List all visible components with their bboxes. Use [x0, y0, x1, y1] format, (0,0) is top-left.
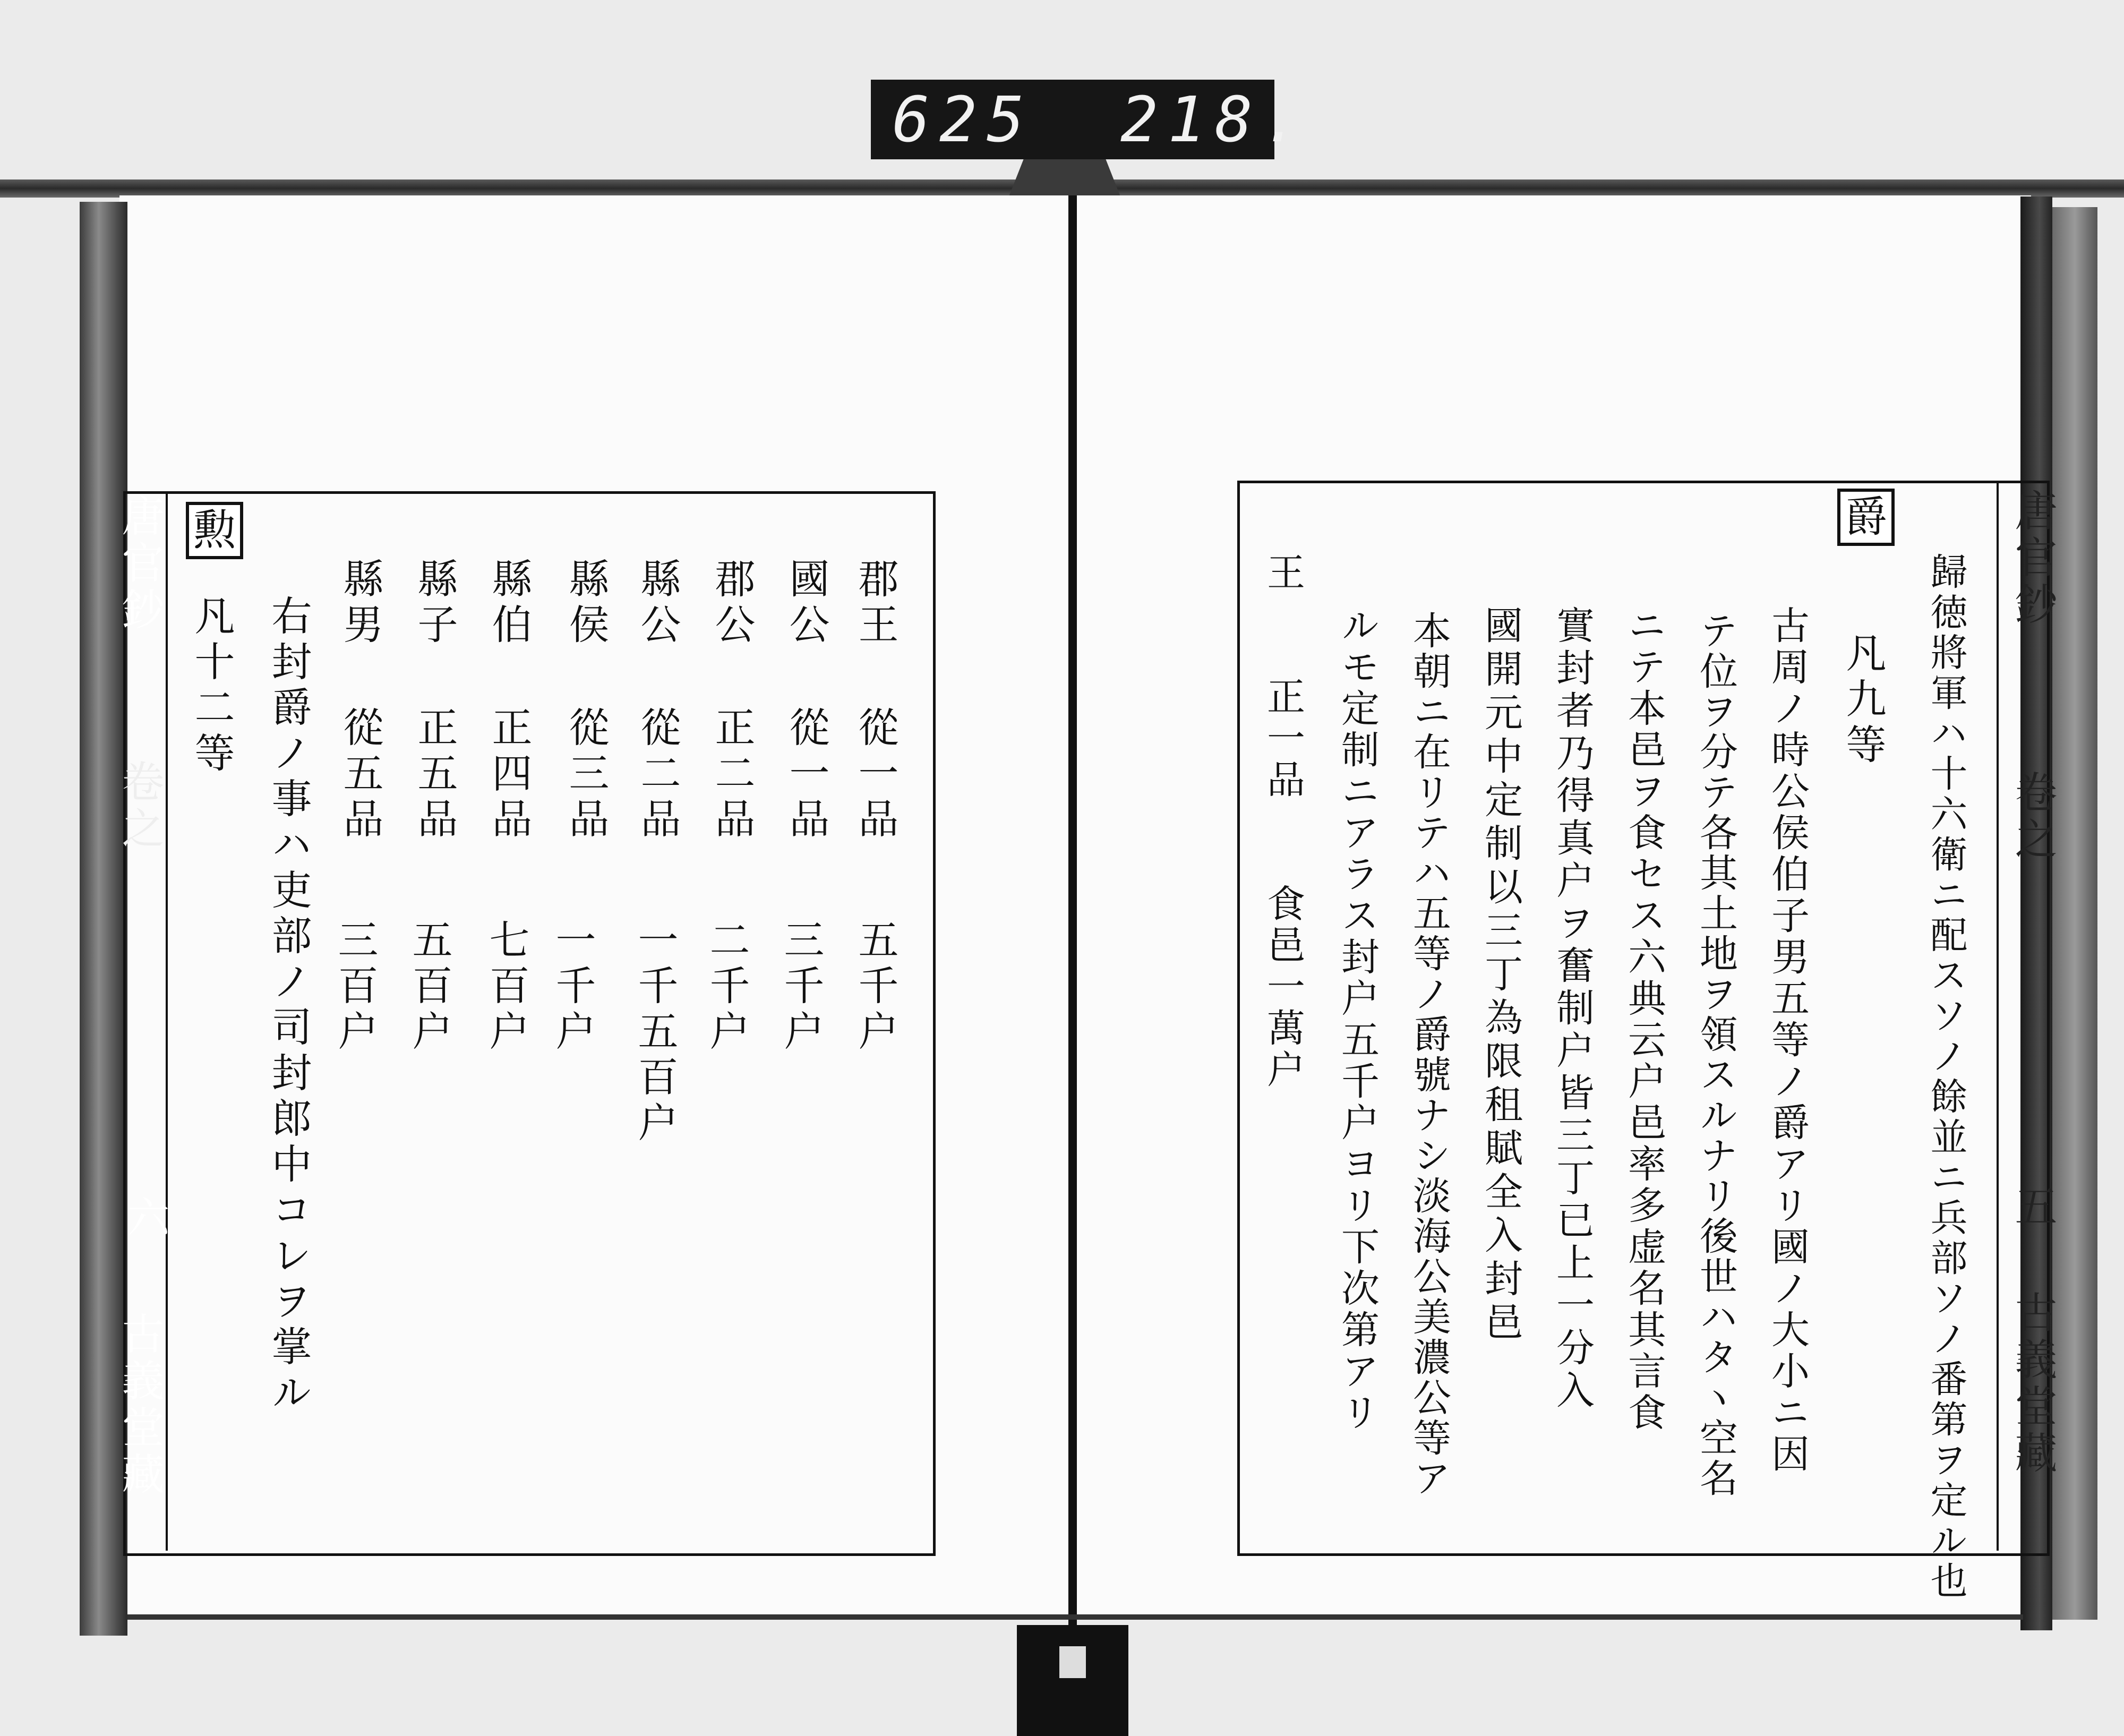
center-gutter — [1068, 195, 1077, 1629]
left-row-7-title: 縣子 — [411, 558, 458, 649]
right-margin-rule — [1997, 481, 1999, 1551]
left-margin-leaf: 六 — [120, 1195, 169, 1242]
right-line-6: 實封者乃得真户ヲ奮制户皆三丁已上一分入 — [1550, 605, 1595, 1413]
left-row-3-rank: 正二品 — [708, 706, 756, 843]
frame-number: 218. — [1120, 83, 1310, 156]
left-row-6-rank: 正四品 — [485, 706, 533, 843]
left-margin-collection: 古義堂藏 — [115, 1312, 164, 1499]
left-row-2-households: 三千户 — [777, 919, 825, 1056]
right-line-4: テ位ヲ分テ各其土地ヲ領スルナリ後世ハタヽ空名 — [1693, 611, 1738, 1499]
left-row-1-rank: 從一品 — [852, 706, 899, 843]
page-bottom-edge — [127, 1614, 2023, 1620]
left-margin-title: 唐官鈔 — [115, 494, 164, 634]
right-line-1: 歸徳將軍ハ十六衛ニ配スソノ餘並ニ兵部ソノ番第ヲ定ル也 — [1924, 552, 1968, 1602]
left-row-4-rank: 從二品 — [634, 706, 681, 843]
right-line-3: 古周ノ時公侯伯子男五等ノ爵アリ國ノ大小ニ因 — [1765, 605, 1810, 1475]
right-section-stamp: 爵 — [1837, 489, 1895, 546]
left-row-1-households: 五千户 — [852, 919, 899, 1056]
left-row-8-title: 縣男 — [337, 558, 384, 649]
left-row-7-rank: 正五品 — [411, 706, 458, 843]
left-row-8-households: 三百户 — [331, 919, 379, 1056]
right-line-8: 本朝ニ在リテハ五等ノ爵號ナシ淡海公美濃公等ア — [1407, 611, 1451, 1499]
gutter-clip-notch — [1059, 1646, 1086, 1678]
left-row-7-households: 五百户 — [406, 919, 453, 1056]
left-next-heading: 凡十二等 — [188, 595, 235, 777]
left-row-3-households: 二千户 — [703, 919, 750, 1056]
left-row-3-title: 郡公 — [708, 558, 756, 649]
left-row-4-title: 縣公 — [634, 558, 681, 649]
left-section-stamp: 勲 — [186, 502, 243, 559]
right-line-5: ニテ本邑ヲ食セス六典云户邑率多虚名其言食 — [1622, 605, 1666, 1434]
binding-top-clip — [1009, 154, 1120, 196]
left-row-6-households: 七百户 — [483, 919, 530, 1056]
right-margin-volume: 卷之 — [2008, 770, 2057, 863]
right-line-2: 凡九等 — [1839, 632, 1887, 769]
left-row-5-title: 縣侯 — [562, 558, 610, 649]
right-line-7: 國開元中定制以三丁為限租賦全入封邑 — [1478, 605, 1523, 1346]
left-row-6-title: 縣伯 — [485, 558, 533, 649]
left-row-2-rank: 從一品 — [783, 706, 830, 843]
right-margin-title: 唐官鈔 — [2008, 489, 2057, 629]
left-row-5-households: 一千户 — [549, 919, 596, 1056]
left-row-5-rank: 從三品 — [562, 706, 610, 843]
right-line-9: ルモ定制ニアラス封户五千户ヨリ下次第アリ — [1335, 605, 1380, 1434]
right-line-10: 王 正一品 食邑一萬户 — [1261, 552, 1305, 1091]
right-margin-leaf: 五 — [2008, 1184, 2057, 1231]
reel-number: 625 — [892, 83, 1034, 156]
left-margin-volume: 卷之 — [115, 759, 164, 853]
left-row-4-households: 一千五百户 — [631, 919, 679, 1147]
right-margin-collection: 古義堂藏 — [2008, 1290, 2057, 1477]
gutter-clip — [1017, 1625, 1128, 1736]
left-row-1-title: 郡王 — [852, 558, 899, 649]
microfilm-label — [871, 80, 1310, 159]
left-row-8-rank: 從五品 — [337, 706, 384, 843]
left-note: 右封爵ノ事ハ吏部ノ司封郎中コレヲ掌ル — [265, 595, 312, 1417]
left-row-2-title: 國公 — [783, 558, 830, 649]
